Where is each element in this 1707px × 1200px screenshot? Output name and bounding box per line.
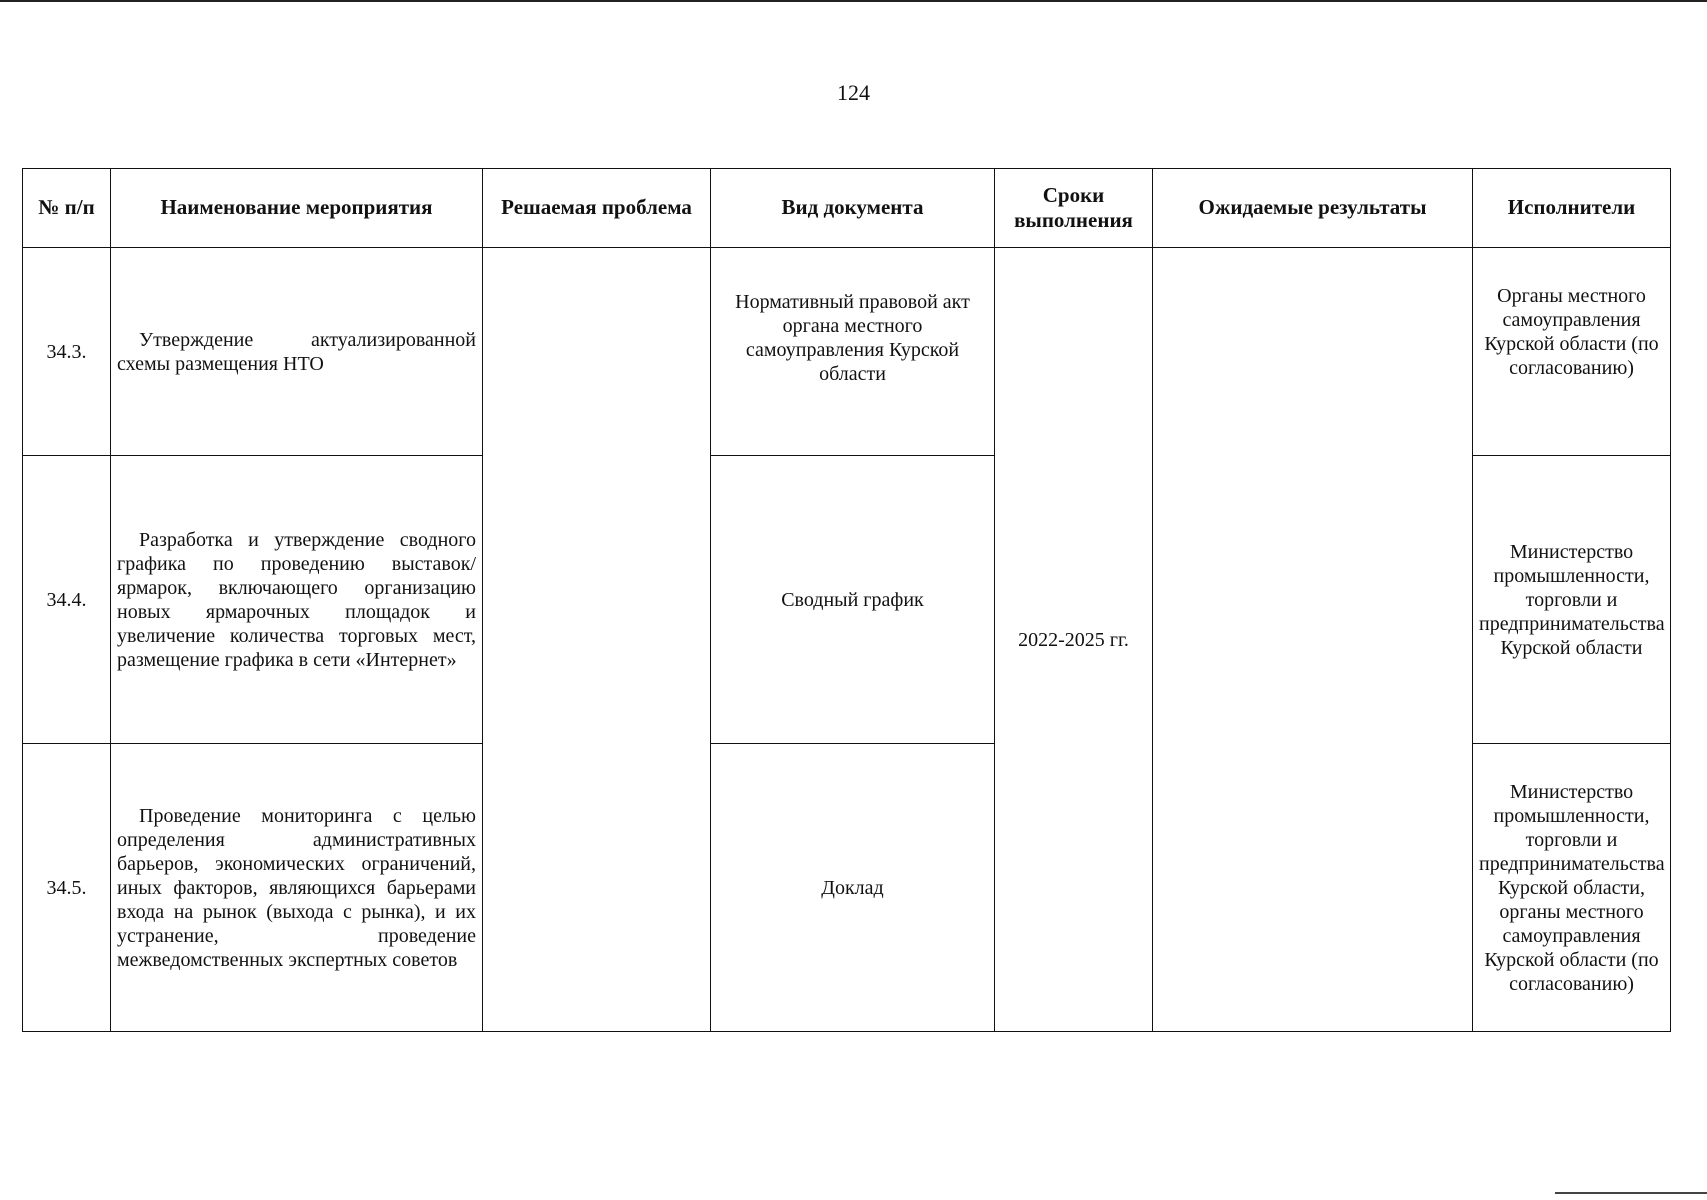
activity-name: Разработка и утверждение сводного графика по проведению выставок/ярмарок, включающего организацию новых ярмарочных площадок и увеличение количества торговых мест, размещение графика в сети «Интернет»: [111, 456, 483, 744]
document-type: Нормативный правовой акт органа местного самоуправления Курской области: [711, 248, 995, 456]
document-type: Доклад: [711, 744, 995, 1032]
activity-name: Проведение мониторинга с целью определения административных барьеров, экономических ограничений, иных факторов, являющихся барьерами входа на рынок (выхода с рынка), и их устранение, проведение межведомственных экспертных советов: [111, 744, 483, 1032]
deadline-cell: 2022-2025 гг.: [995, 248, 1153, 1032]
header-deadline: Сроки выполнения: [995, 169, 1153, 248]
header-name: Наименование мероприятия: [111, 169, 483, 248]
row-number: 34.3.: [23, 248, 111, 456]
table-header-row: [23, 169, 1671, 248]
header-executors: Исполнители: [1473, 169, 1671, 248]
row-number: 34.5.: [23, 744, 111, 1032]
row-number: 34.4.: [23, 456, 111, 744]
document-type: Сводный график: [711, 456, 995, 744]
results-cell: [1153, 248, 1473, 1032]
executors: Органы местного самоуправления Курской области (по согласованию): [1473, 248, 1671, 456]
header-num: № п/п: [23, 169, 111, 248]
top-border-line: [0, 0, 1707, 2]
header-problem: Решаемая проблема: [483, 169, 711, 248]
executors: Министерство промышленности, торговли и предпринимательства Курской области: [1473, 456, 1671, 744]
bottom-edge-line: [1555, 1192, 1707, 1194]
executors: Министерство промышленности, торговли и предпринимательства Курской области, органы местного самоуправления Курской области (по согласованию): [1473, 744, 1671, 1032]
activities-table: [22, 168, 1671, 1032]
header-doc-type: Вид документа: [711, 169, 995, 248]
problem-cell: [483, 248, 711, 1032]
table-row: [23, 248, 1671, 456]
activity-name: Утверждение актуализированной схемы размещения НТО: [111, 248, 483, 456]
page-number: 124: [837, 80, 870, 105]
header-results: Ожидаемые результаты: [1153, 169, 1473, 248]
